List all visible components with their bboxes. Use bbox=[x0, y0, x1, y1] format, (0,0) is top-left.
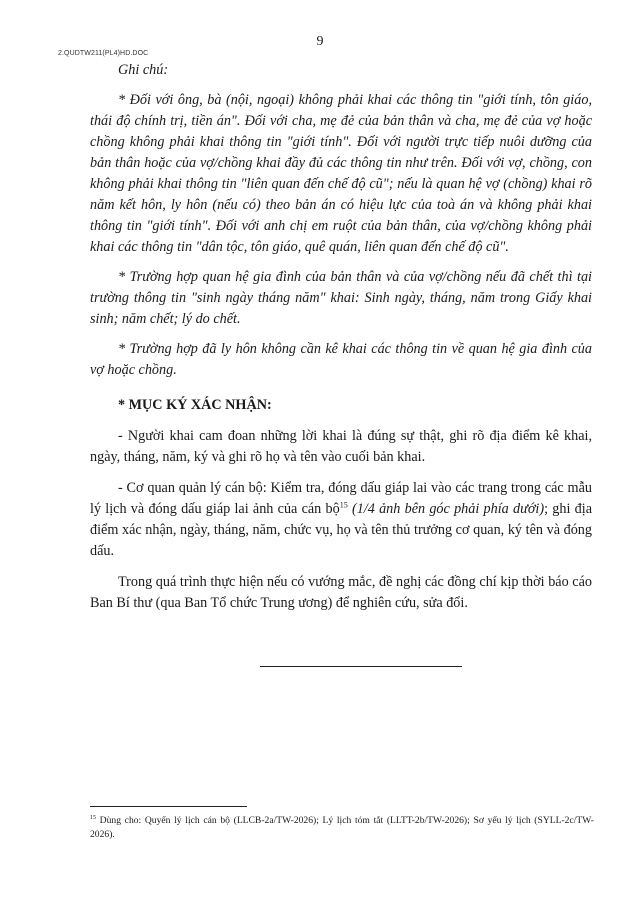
footnote-text: Dùng cho: Quyển lý lịch cán bộ (LLCB-2a/TW-2026); Lý lịch tóm tắt (LLTT-2b/TW-2026); Sơ yếu lý lịch (SYLL-2c/TW-2026). bbox=[90, 815, 594, 840]
note-paragraph-3: * Trường hợp đã ly hôn không cần kê khai các thông tin về quan hệ gia đình của vợ hoặc chồng. bbox=[90, 341, 592, 378]
notes-title: Ghi chú: bbox=[118, 62, 169, 78]
footnote bbox=[90, 814, 594, 842]
confirm-paragraph-2-tail: ; ghi địa điểm xác nhận, ngày, tháng, năm, chức vụ, họ và tên thủ trưởng cơ quan, ký tên và đóng dấu. bbox=[90, 501, 592, 559]
footnote-number: 15 bbox=[90, 814, 96, 821]
page-number: 9 bbox=[316, 34, 324, 49]
document-body bbox=[90, 60, 592, 614]
note-paragraph-1: * Đối với ông, bà (nội, ngoại) không phải khai các thông tin "giới tính, tôn giáo, thái độ chính trị, tiền án". Đối với cha, mẹ đẻ của bản thân và cha, mẹ đẻ của vợ hoặc chồng không phải khai thông tin "giới tính". Đối với người trực tiếp nuôi dưỡng của bản thân hoặc của vợ/chồng khai đầy đủ các thông tin như trên. Đối với vợ, chồng, con không phải khai thông tin "liên quan đến chế độ cũ"; nếu là quan hệ vợ (chồng) khai rõ năm kết hôn, ly hôn (nếu có) theo bản án có hiệu lực của toà án và không phải khai thông tin "giới tính". Đối với anh chị em ruột của bản thân, của vợ/chồng không phải khai các thông tin "dân tộc, tôn giáo, quê quán, liên quan đến chế độ cũ". bbox=[90, 92, 592, 255]
confirm-paragraph-2-text: - Cơ quan quản lý cán bộ: Kiểm tra, đóng dấu giáp lai vào các trang trong các mẫu lý lịch và đóng dấu giáp lai ảnh của cán bộ bbox=[90, 480, 592, 517]
end-divider bbox=[260, 666, 462, 667]
document-code: 2.QUDTW211(PL4)HD.DOC bbox=[58, 50, 149, 57]
closing-paragraph: Trong quá trình thực hiện nếu có vướng mắc, đề nghị các đồng chí kịp thời báo cáo Ban Bí thư (qua Ban Tổ chức Trung ương) để nghiên cứu, sửa đổi. bbox=[90, 574, 592, 611]
footnote-divider bbox=[90, 806, 247, 807]
confirm-paragraph-2 bbox=[90, 478, 592, 562]
confirm-paragraph-1: - Người khai cam đoan những lời khai là đúng sự thật, ghi rõ địa điểm kê khai, ngày, tháng, năm, ký và ghi rõ họ và tên vào cuối bản khai. bbox=[90, 428, 592, 465]
footnote-reference: 15 bbox=[339, 500, 348, 510]
confirm-heading: * MỤC KÝ XÁC NHẬN: bbox=[118, 397, 272, 413]
note-paragraph-2: * Trường hợp quan hệ gia đình của bản thân và của vợ/chồng nếu đã chết thì tại trường thông tin "sinh ngày tháng năm" khai: Sinh ngày, tháng, năm trong Giấy khai sinh; năm chết; lý do chết. bbox=[90, 269, 592, 327]
confirm-paragraph-2-italic: (1/4 ảnh bên góc phải phía dưới) bbox=[347, 501, 545, 517]
